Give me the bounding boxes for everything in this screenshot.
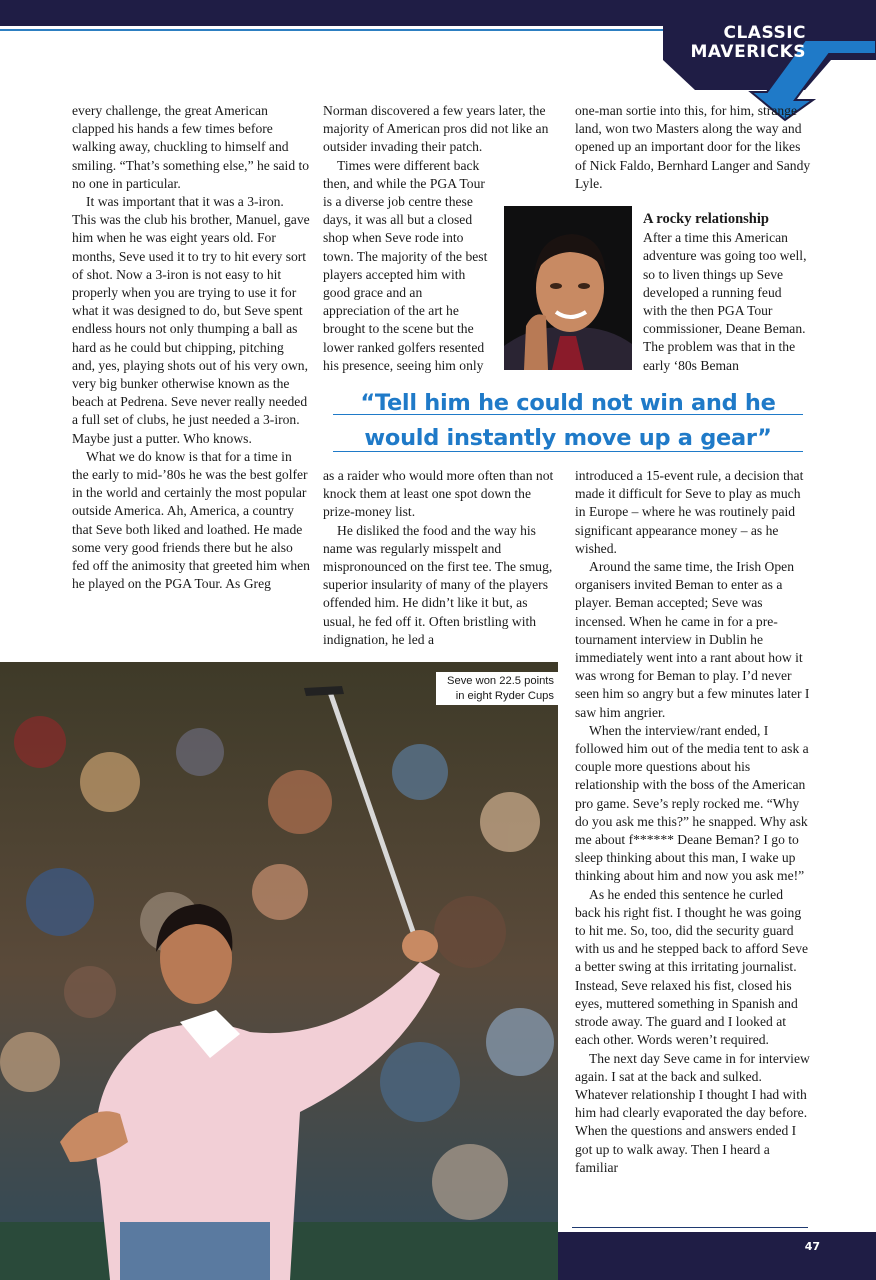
footer-bar <box>558 1232 876 1280</box>
column-3-mid <box>643 210 809 375</box>
paragraph: It was important that it was a 3-iron. This was the club his brother, Manuel, gave him when he was eight years old. For months, Seve used it to try to hit every sort of shot. Now a 3-iron is not easy to hit properly when you are trying to use it for what it was designed to do, but Seve spent endless hours not only thumping a ball as hard as he could but chipping, pitching and, yes, playing shots out of his very own, very big bunker otherwise known as the beach at Pedrena. Seve never really needed a full set of clubs, he just needed a 3-iron. Maybe just a putter. Who knows. <box>72 194 310 446</box>
column-3-bottom <box>575 467 811 1177</box>
page-number: 47 <box>804 1240 820 1253</box>
pullquote-line-1: “Tell him he could not win and he <box>360 390 776 416</box>
caption-line-1: Seve won 22.5 points <box>447 675 554 687</box>
paragraph: every challenge, the great American clapped his hands a few times before walking away, chuckling to himself and smiling. “That’s something else,” he said to no one in particular. <box>72 103 310 191</box>
paragraph: one-man sortie into this, for him, strange land, won two Masters along the way and opened up an important door for the likes of Nick Faldo, Bernhard Langer and Sandy Lyle. <box>575 103 811 191</box>
paragraph: When the interview/rant ended, I followed him out of the media tent to ask a couple more questions about his relationship with the boss of the American pro game. Seve’s reply rocked me. “Why do you ask me this?” he snapped. Why ask me about f****** Deane Beman? I go to sleep thinking about this man, I wake up thinking about him and now you ask me!” <box>575 722 809 884</box>
photo-caption <box>436 672 558 705</box>
bottom-rule <box>572 1227 808 1228</box>
caption-line-2: in eight Ryder Cups <box>455 689 554 702</box>
portrait-photo <box>504 206 632 370</box>
section-badge-label <box>606 24 806 62</box>
top-rule <box>0 29 700 31</box>
paragraph: introduced a 15-event rule, a decision that made it difficult for Seve to play as much in Europe – where he was routinely paid significant appearance money – as he wished. <box>575 468 804 556</box>
pullquote-line-2: would instantly move up a gear” <box>364 425 772 451</box>
paragraph: The next day Seve came in for interview again. I sat at the back and sulked. Whatever relationship I thought I had with him had clearly evaporated the day before. When the questions and answers ended I got up to walk away. Then I heard a familiar <box>575 1050 810 1175</box>
column-3-top <box>575 102 811 193</box>
badge-line-1: CLASSIC <box>723 23 806 43</box>
paragraph: Times were different back then, and while the PGA Tour is a diverse job centre these days, it was all but a closed shop when Seve rode into town. The majority of the best players accepted him with good grace and an appreciation of the art he brought to the scene but the lower ranked golfers resented his presence, seeing him only <box>323 157 488 373</box>
paragraph: As he ended this sentence he curled back his right fist. I thought he was going to hit me. So, too, did the security guard with us and he stepped back to afford Seve a better swing at this irritating journalist. Instead, Seve relaxed his fist, closed his eyes, muttered something in Spanish and strode away. The guard and I looked at each other. Words weren’t required. <box>575 886 809 1048</box>
paragraph: He disliked the food and the way his name was regularly misspelt and mispronounced on the first tee. The smug, superior insularity of many of the players offended him. He didn’t like it but, as usual, he fed off it. Often bristling with indignation, he led a <box>323 522 553 647</box>
pullquote <box>333 386 803 456</box>
paragraph: After a time this American adventure was going too well, so to liven things up Seve developed a running feud with the then PGA Tour commissioner, Deane Beman. The problem was that in the early ‘80s Beman <box>643 230 807 373</box>
paragraph: Around the same time, the Irish Open organisers invited Beman to enter as a player. Beman accepted; Seve was incensed. When he came in for a pre-tournament interview in Dublin he immediately went into a rant about how it was wrong for Beman to play. I’d never seen him so angry but a few minutes later I saw him angrier. <box>575 559 810 720</box>
paragraph: What we do know is that for a time in the early to mid-’80s he was the best golfer in the world and certainly the most popular outside America. Ah, America, a country that Seve both liked and loathed. He made some very good friends there but he also fed off the animosity that greeted him when he played on the PGA Tour. As Greg <box>72 448 310 592</box>
paragraph: as a raider who would more often than not knock them at least one spot down the prize-money list. <box>323 468 554 520</box>
badge-line-2: MAVERICKS <box>690 42 806 62</box>
subheading: A rocky relationship <box>643 211 769 227</box>
golfer-celebration-photo <box>0 662 558 1280</box>
column-1 <box>72 102 310 593</box>
paragraph: Norman discovered a few years later, the majority of American pros did not like an outsider invading their patch. <box>323 103 549 155</box>
column-2-bottom <box>323 467 559 649</box>
